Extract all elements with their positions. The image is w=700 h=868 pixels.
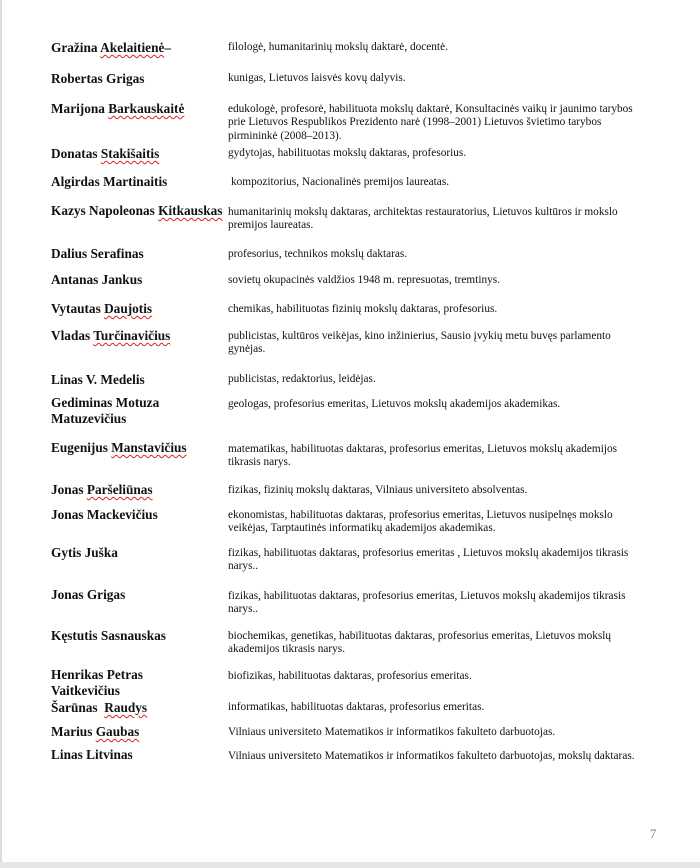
person-description: humanitarinių mokslų daktaras, architektas restauratorius, Lietuvos kultūros ir mokslo premijos laureatas.	[228, 206, 618, 232]
person-name: Jonas Grigas	[51, 587, 126, 602]
person-name: Kęstutis Sasnauskas	[51, 628, 166, 643]
person-description: profesorius, technikos mokslų daktaras.	[228, 248, 408, 260]
person-description: biofizikas, habilituotas daktaras, profesorius emeritas.	[228, 670, 472, 682]
person-description: matematikas, habilituotas daktaras, profesorius emeritas, Lietuvos mokslų akademijos tikrasis narys.	[228, 443, 618, 469]
person-name: Gražina Akelaitienė–	[51, 40, 172, 55]
person-description: kompozitorius, Nacionalinės premijos laureatas.	[231, 176, 450, 188]
person-description: fizikas, habilituotas daktaras, profesorius emeritas , Lietuvos mokslų akademijos tikrasis narys..	[228, 547, 629, 573]
person-description: edukologė, profesorė, habilituota mokslų daktarė, Konsultacinės vaikų ir jaunimo tarybos prie Lietuvos Respublikos Prezidento narė (1998–2001) Lietuvos švietimo tarybos pirmininkė (2008–2013).	[228, 103, 633, 142]
person-name: Šarūnas Raudys	[51, 700, 148, 715]
person-name: Eugenijus Manstavičius	[51, 440, 187, 455]
person-description: kunigas, Lietuvos laisvės kovų dalyvis.	[228, 72, 406, 84]
person-name: Donatas Stakišaitis	[51, 146, 160, 161]
person-description: Vilniaus universiteto Matematikos ir informatikos fakulteto darbuotojas, mokslų daktaras.	[228, 750, 635, 762]
person-name: Antanas Jankus	[51, 272, 143, 287]
person-description: filologė, humanitarinių mokslų daktarė, docentė.	[228, 41, 448, 53]
person-description: geologas, profesorius emeritas, Lietuvos mokslų akademijos akademikas.	[228, 398, 561, 410]
person-name: Vytautas Daujotis	[51, 301, 153, 316]
person-description: chemikas, habilituotas fizinių mokslų daktaras, profesorius.	[228, 303, 498, 315]
page-bottom-edge	[0, 862, 700, 868]
person-description: fizikas, habilituotas daktaras, profesorius emeritas, Lietuvos mokslų akademijos tikrasis narys..	[228, 590, 626, 616]
person-name: Kazys Napoleonas Kitkauskas	[51, 203, 223, 218]
page-left-edge	[0, 0, 2, 868]
person-description: ekonomistas, habilituotas daktaras, profesorius emeritas, Lietuvos nusipelnęs mokslo veikėjas, Tarptautinės informatikų akademijos akademikas.	[228, 509, 613, 535]
person-name: Robertas Grigas	[51, 71, 145, 86]
person-name: Dalius Serafinas	[51, 246, 144, 261]
person-name: Gediminas Motuza Matuzevičius	[51, 395, 160, 426]
person-description: gydytojas, habilituotas mokslų daktaras, profesorius.	[228, 147, 467, 159]
person-description: fizikas, fizinių mokslų daktaras, Vilniaus universiteto absolventas.	[228, 484, 528, 496]
person-description: sovietų okupacinės valdžios 1948 m. represuotas, tremtinys.	[228, 274, 501, 286]
person-name: Marius Gaubas	[51, 724, 140, 739]
person-name: Henrikas Petras Vaitkevičius	[51, 667, 143, 698]
person-name: Linas Litvinas	[51, 747, 133, 762]
person-name: Gytis Juška	[51, 545, 118, 560]
person-name: Marijona Barkauskaitė	[51, 101, 185, 116]
person-name: Jonas Paršeliūnas	[51, 482, 153, 497]
person-description: informatikas, habilituotas daktaras, profesorius emeritas.	[228, 701, 485, 713]
person-description: Vilniaus universiteto Matematikos ir informatikos fakulteto darbuotojas.	[228, 726, 556, 738]
page-number: 7	[650, 827, 657, 841]
person-name: Linas V. Medelis	[51, 372, 145, 387]
person-description: publicistas, redaktorius, leidėjas.	[228, 373, 376, 385]
person-name: Jonas Mackevičius	[51, 507, 158, 522]
person-name: Vladas Turčinavičius	[51, 328, 171, 343]
person-description: biochemikas, genetikas, habilituotas daktaras, profesorius emeritas, Lietuvos mokslų akademijos tikrasis narys.	[228, 630, 612, 656]
person-name: Algirdas Martinaitis	[51, 174, 168, 189]
person-description: publicistas, kultūros veikėjas, kino inžinierius, Sausio įvykių metu buvęs parlamento gynėjas.	[228, 330, 611, 356]
